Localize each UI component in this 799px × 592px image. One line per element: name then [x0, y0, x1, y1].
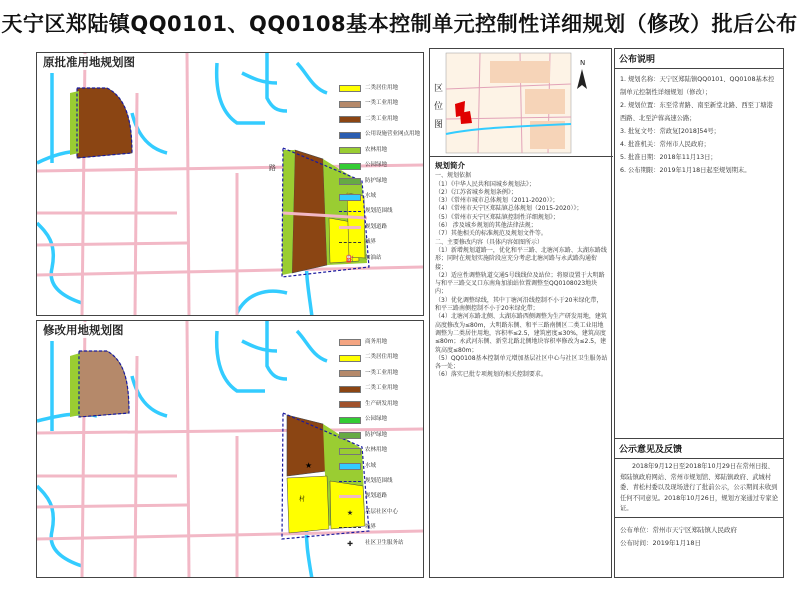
brief-line: 一、规划依据: [435, 172, 472, 180]
brief-line: （2）适应性调整轨道交通5号线线位及站位；将原设置于大明路与和平三路交叉口东南角加油站位置调整至QQ0108023地块内；: [435, 271, 605, 296]
star-icon: ★: [346, 508, 354, 517]
legend-line: [339, 242, 361, 243]
legend-label: 城界: [365, 524, 377, 530]
legend-label: 规划范围线: [365, 477, 393, 484]
legend-swatch: [339, 432, 361, 439]
legend-label: 水域: [365, 462, 377, 469]
legend-swatch: [339, 417, 361, 424]
plot-east-industrial: [292, 150, 327, 273]
legend-label: 一类工业用地: [365, 100, 399, 107]
brief-line: （3）《常州市城市总体规划（2011-2020）》；: [435, 197, 559, 205]
legend-label: 二类居住用地: [365, 354, 399, 361]
brief-line: （1）《中华人民共和国城乡规划法》；: [435, 180, 535, 188]
plot-east-residential-a: [287, 476, 329, 533]
original-map-panel: [36, 52, 424, 316]
legend-label: 公园绿地: [365, 416, 388, 423]
health-cross-icon: ✚: [347, 539, 353, 548]
revised-legend-item: [339, 339, 387, 346]
publisher-section: [615, 517, 783, 556]
notice-line: 4. 批准机关：常州市人民政府；: [620, 141, 710, 148]
legend-label: 农林用地: [365, 146, 388, 153]
revised-map-panel: [36, 320, 424, 578]
north-arrow-icon: [577, 69, 587, 89]
publisher-date-row: [620, 537, 778, 550]
location-label-1: 区: [434, 84, 444, 94]
legend-label: 二类工业用地: [365, 115, 399, 122]
legend-swatch: [339, 355, 361, 362]
original-legend-item: [339, 209, 393, 215]
notice-line: 3. 批复文号：常政复[2018]54号；: [620, 128, 720, 135]
brief-body: [435, 172, 608, 379]
revised-map-title: 修改用地规划图: [43, 323, 124, 337]
feedback-body: 2018年9月12日至2018年10月29日在常州日报、郑陆镇政府网站、常州市规划馆、郑陆镇政府、武城村委、青松村委以及现场进行了批前公示，公示期间未收到任何不同意见。2018年10月26日，规划方案通过专家论证。: [620, 463, 778, 512]
legend-label: 基层社区中心: [365, 509, 399, 516]
page-title: 天宁区郑陆镇QQ0101、QQ0108基本控制单元控制性详细规划（修改）批后公布: [1, 12, 798, 36]
original-legend-item: [339, 240, 376, 246]
publisher-unit-label: 公布单位：: [620, 526, 653, 534]
north-label: N: [580, 59, 586, 67]
revised-legend-item: [339, 386, 398, 393]
original-legend-item: [339, 116, 398, 123]
legend-label: 公用设施营业网点用地: [365, 131, 421, 138]
brief-title: 规划简介: [435, 161, 465, 170]
legend-swatch: [339, 101, 361, 108]
revised-legend-item: [339, 494, 387, 500]
brief-line: （6）落实已批专项规划的相关控制要求。: [435, 371, 547, 379]
legend-label: 防护绿地: [365, 431, 388, 438]
legend-line: [339, 495, 361, 498]
legend-label: 生产研发用地: [365, 400, 399, 407]
location-map-canvas: [430, 49, 613, 157]
legend-label: 规划范围线: [365, 208, 393, 214]
brief-line: （2）《江苏省城乡规划条例》；: [435, 188, 517, 196]
legend-swatch: [339, 163, 361, 170]
revised-legend-item: [339, 370, 398, 377]
revised-legend-item: [339, 510, 398, 517]
original-map-title: 原批准用地规划图: [43, 55, 135, 69]
brief-line: （6） 涉及城乡规划的其他法律法规；: [435, 222, 537, 230]
legend-swatch: [339, 85, 361, 92]
community-center-star: ★: [305, 461, 313, 470]
revised-legend-item: [339, 541, 404, 548]
legend-line: [339, 211, 361, 212]
original-legend-item: [339, 147, 387, 154]
brief-line: 二、主要修改内容（具体内容如图所示）: [435, 238, 544, 246]
legend-label: 城界: [365, 239, 377, 245]
brief-line: （5）QQ0108基本控制单元增加基层社区中心与社区卫生服务站各一处；: [435, 354, 608, 371]
location-label-3: 图: [434, 120, 444, 130]
original-legend-item: [339, 178, 387, 185]
publisher-date: 2019年1月18日: [652, 539, 701, 547]
brief-line: （3）优化调整绿线，其中丁塘河沿线控制不小于20米绿化带，和平三路南侧控制不小于20米绿化带；: [435, 296, 603, 313]
legend-label: 一类工业用地: [365, 369, 399, 376]
revised-legend-item: [339, 463, 376, 470]
feedback-section: [615, 438, 783, 518]
legend-swatch: [339, 147, 361, 154]
notice-line: 1. 规划名称：天宁区郑陆镇QQ0101、QQ0108基本控制单元控制性详细规划（修改）；: [620, 76, 775, 96]
legend-label: 规划道路: [365, 493, 388, 499]
revised-legend-item: [339, 525, 376, 531]
publisher-date-label: 公布时间：: [620, 539, 653, 547]
original-legend-item: [339, 85, 398, 92]
revised-legend: [339, 339, 424, 559]
legend-label: 防护绿地: [365, 177, 388, 184]
legend-swatch: [339, 448, 361, 455]
brief-line: （1）新增规划道路一，优化和平三路、北塘河东路、太湖东路线形；同时在规划实施阶段应充分考虑北塘河路与永武路沟通衔接；: [435, 246, 607, 271]
legend-swatch: [339, 339, 361, 346]
location-map: [430, 49, 613, 157]
legend-swatch: [339, 386, 361, 393]
legend-label: 水域: [365, 193, 377, 200]
revised-legend-item: [339, 417, 387, 424]
brief-line: （4）北塘河东路北侧、太湖东路西侧调整为生产研发用地，建筑高度修改为≤80m，大明路东侧、和平三路南侧区二类工业用地调整为二类居住用地，容积率≤2.5，建筑密度≤30%，建筑高度≤80m；永武河东侧、新堂北路北侧地块容积率修改为≤2.5，建筑高度≤80m；: [435, 313, 607, 354]
legend-label: 二类居住用地: [365, 84, 399, 91]
feedback-title: 公示意见及反馈: [615, 439, 783, 459]
plot-village-label: 村: [299, 496, 306, 503]
plot-west-green: [70, 91, 79, 155]
legend-label: 农林用地: [365, 447, 388, 454]
location-label-2: 位: [434, 102, 444, 112]
legend-label: 二类工业用地: [365, 385, 399, 392]
legend-line: [339, 481, 361, 482]
right-column: [614, 48, 784, 578]
revised-legend-item: [339, 448, 387, 455]
revised-legend-item: [339, 432, 387, 439]
original-legend-item: [339, 225, 387, 231]
legend-swatch: [339, 370, 361, 377]
legend-swatch: [339, 463, 361, 470]
original-legend-item: [339, 101, 398, 108]
legend-label: 社区卫生服务站: [365, 540, 404, 547]
original-legend: [339, 85, 424, 275]
legend-label: 商务用地: [365, 338, 388, 345]
original-legend-item: [339, 256, 382, 263]
legend-line: [339, 226, 361, 229]
legend-swatch: [339, 132, 361, 139]
publisher-unit: 常州市天宁区郑陆镇人民政府: [652, 526, 737, 534]
brief-line: （4）《常州市天宁区郑陆镇总体规划（2015-2020）》；: [435, 205, 583, 213]
legend-label: 公园绿地: [365, 162, 388, 169]
notice-body: [615, 69, 783, 181]
original-legend-item: [339, 163, 387, 170]
legend-label: 加油站: [365, 255, 382, 262]
legend-line: [339, 527, 361, 528]
brief-line: （5）《常州市天宁区郑陆镇控制性详细规划》；: [435, 213, 559, 221]
notice-line: 5. 批准日期：2018年11月13日；: [620, 154, 717, 161]
legend-label: 规划道路: [365, 223, 388, 230]
brief-line: （7）其他相关的标准规范及规划文件等。: [435, 230, 547, 238]
legend-swatch: [339, 178, 361, 185]
legend-swatch: [339, 401, 361, 408]
revised-legend-item: [339, 401, 398, 408]
revised-legend-item: [339, 479, 393, 485]
revised-legend-item: [339, 355, 398, 362]
notice-line: 6. 公布期限：2019年1月18日起至规划期末。: [620, 167, 751, 174]
fuel-station-icon: ⛽: [345, 254, 355, 263]
legend-swatch: [339, 194, 361, 201]
map-road-label: 路: [269, 164, 276, 172]
planning-brief: [430, 159, 613, 383]
notice-line: 2. 规划位置：东至常青路、南至新堂北路、西至丁塘港西路、北至沪蓉高速公路；: [620, 102, 773, 122]
notice-title: 公布说明: [615, 49, 783, 69]
legend-swatch: [339, 116, 361, 123]
publisher-unit-row: [620, 524, 778, 537]
original-legend-item: [339, 132, 420, 139]
middle-column: [429, 48, 612, 578]
original-legend-item: [339, 194, 376, 201]
